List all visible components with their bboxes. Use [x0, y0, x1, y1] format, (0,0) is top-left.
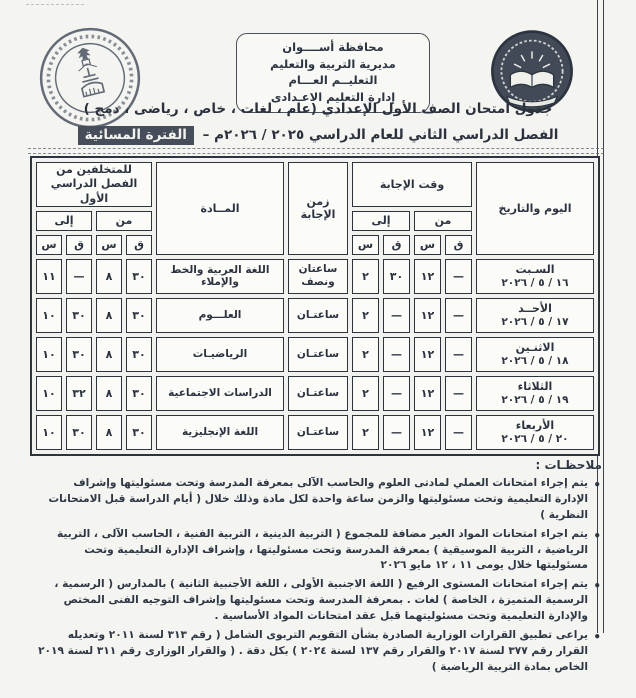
- subject-cell: العلـــوم: [156, 298, 284, 333]
- schedule-body: [36, 259, 594, 450]
- makeup-from-hours-cell: ٨: [96, 337, 122, 372]
- makeup-to-hours-cell: ١٠: [36, 415, 62, 450]
- note-item: • يراعى تطبيق القرارات الوزارية الصادرة بشأن التقويم التربوى الشامل ( رقم ٣١٣ لسنة ٢٠١١ وتعديله القرار رقم ٣٧٧ لسنة ٢٠١٧ والقرار رقم ١٣٧ لسنة ٢٠٢٤ ) بكل دقة . ( والقرار الوزارى رقم ٣١١ لسنة ٢٠١٩ الخاص بمادة التربية الرياضية ): [38, 628, 588, 676]
- to-minutes-cell: —: [383, 376, 410, 411]
- makeup-from-minutes-cell: ٣٠: [126, 298, 152, 333]
- minutes-header: ق: [445, 235, 472, 255]
- makeup-from-minutes-cell: ٣٠: [126, 337, 152, 372]
- notes-list: [38, 476, 602, 676]
- note-item: • يتم اجراء امتحانات المواد الغير مضافة للمجموع ( التربية الدينية ، التربية الفنية ، الحاسب الآلى ، التربية الرياضية ، التربية الموسيقية ) بمعرفة المدرسة وتحت مسئوليتها ، وإشراف الإدارة التعليمية وتحت مسئوليتها خلال يومى ١١ ، ١٢ مايو ٢٠٢٦: [38, 527, 588, 575]
- exam-schedule-table: [30, 156, 600, 456]
- makeup-to-hours-cell: ١٠: [36, 337, 62, 372]
- education-type: التعليــم العـــام: [288, 73, 378, 88]
- col-header-makeup: للمتخلفين من الفصل الدراسي الأول: [36, 162, 152, 207]
- subject-cell: الدراسات الاجتماعية: [156, 376, 284, 411]
- evening-period-badge: الفترة المسائية: [78, 126, 194, 145]
- day-date-cell: الأربعاء ٢٠ / ٥ / ٢٠٢٦: [476, 415, 594, 450]
- from-minutes-cell: —: [445, 415, 472, 450]
- answer-time-to: إلى: [352, 211, 410, 231]
- makeup-to-minutes-cell: ٣٠: [66, 298, 92, 333]
- table-row: [36, 415, 594, 450]
- makeup-to-hours-cell: ١٠: [36, 298, 62, 333]
- note-item: • يتم إجراء امتحانات المستوى الرفيع ( اللغة الاجنبية الأولى ، اللغة الأجنبية الثانية ) بالمدارس ( الرسمية ، الرسمية المتميزة ، الخاصة ) لغات . بمعرفة المدرسة وتحت مسئوليتها وإشراف التوجيه الفنى المختص والإدارة التعليمية وتحت مسئوليتهما قبل عقد امتحانات المواد الأساسية .: [38, 577, 588, 625]
- col-header-answer-time: وقت الإجابة: [352, 162, 472, 207]
- from-hours-cell: ١٢: [414, 298, 441, 333]
- day-date-cell: السـبت ١٦ / ٥ / ٢٠٢٦: [476, 259, 594, 294]
- hours-header: س: [352, 235, 379, 255]
- table-row: [36, 376, 594, 411]
- from-hours-cell: ١٢: [414, 376, 441, 411]
- day-date-cell: الثلاثاء ١٩ / ٥ / ٢٠٢٦: [476, 376, 594, 411]
- to-minutes-cell: —: [383, 298, 410, 333]
- makeup-from-hours-cell: ٨: [96, 298, 122, 333]
- from-minutes-cell: —: [445, 337, 472, 372]
- makeup-to-minutes-cell: ٣٠: [66, 337, 92, 372]
- minutes-header: ق: [383, 235, 410, 255]
- makeup-to: إلى: [36, 211, 92, 231]
- col-header-subject: المــادة: [156, 162, 284, 255]
- notes-section: [38, 456, 602, 679]
- makeup-from-minutes-cell: ٣٠: [126, 415, 152, 450]
- duration-cell: ساعتان ونصف: [288, 259, 348, 294]
- makeup-from-minutes-cell: ٣٠: [126, 376, 152, 411]
- governorate-name: محافظة أســــوان: [282, 40, 384, 54]
- subject-cell: اللغة العربية والخط والإملاء: [156, 259, 284, 294]
- hours-header: س: [414, 235, 441, 255]
- makeup-to-hours-cell: ١٠: [36, 376, 62, 411]
- minutes-header: ق: [126, 235, 152, 255]
- scan-artifact: [26, 4, 84, 9]
- duration-cell: ساعتـان: [288, 298, 348, 333]
- directorate-name: مديرية التربية والتعليم: [270, 56, 396, 71]
- to-minutes-cell: —: [383, 415, 410, 450]
- to-minutes-cell: —: [383, 337, 410, 372]
- to-hours-cell: ٢: [352, 298, 379, 333]
- minutes-header: ق: [66, 235, 92, 255]
- hours-header: س: [36, 235, 62, 255]
- col-header-day-date: اليوم والتاريخ: [476, 162, 594, 255]
- makeup-to-hours-cell: ١١: [36, 259, 62, 294]
- administration-name: إدارة التعليم الاعـدادى: [270, 90, 396, 105]
- from-hours-cell: ١٢: [414, 415, 441, 450]
- makeup-to-minutes-cell: ٣٢: [66, 376, 92, 411]
- day-date-cell: الاثنـين ١٨ / ٥ / ٢٠٢٦: [476, 337, 594, 372]
- semester-year-text: الفصل الدراسي الثاني للعام الدراسي ٢٠٢٥ / ٢٠٢٦م –: [202, 127, 559, 143]
- hours-header: س: [96, 235, 122, 255]
- table-row: [36, 337, 594, 372]
- to-hours-cell: ٢: [352, 259, 379, 294]
- table-row: [36, 298, 594, 333]
- subject-cell: الرياضيـات: [156, 337, 284, 372]
- dashed-separator: [28, 148, 604, 154]
- makeup-from: من: [96, 211, 152, 231]
- from-hours-cell: ١٢: [414, 259, 441, 294]
- duration-cell: ساعتـان: [288, 337, 348, 372]
- schedule-subtitle: [40, 126, 596, 145]
- to-hours-cell: ٢: [352, 415, 379, 450]
- makeup-from-hours-cell: ٨: [96, 415, 122, 450]
- notes-heading: ملاحظـات :: [535, 458, 602, 472]
- duration-cell: ساعتـان: [288, 415, 348, 450]
- subject-cell: اللغة الإنجليزية: [156, 415, 284, 450]
- makeup-from-hours-cell: ٨: [96, 259, 122, 294]
- from-minutes-cell: —: [445, 298, 472, 333]
- duration-cell: ساعتـان: [288, 376, 348, 411]
- aswan-governorate-seal-icon: [27, 15, 153, 141]
- to-minutes-cell: ٣٠: [383, 259, 410, 294]
- day-date-cell: الأحــد ١٧ / ٥ / ٢٠٢٦: [476, 298, 594, 333]
- makeup-to-minutes-cell: ٣٠: [66, 415, 92, 450]
- makeup-from-minutes-cell: ٣٠: [126, 259, 152, 294]
- makeup-to-minutes-cell: —: [66, 259, 92, 294]
- makeup-from-hours-cell: ٨: [96, 376, 122, 411]
- from-minutes-cell: —: [445, 259, 472, 294]
- to-hours-cell: ٢: [352, 376, 379, 411]
- from-hours-cell: ١٢: [414, 337, 441, 372]
- from-minutes-cell: —: [445, 376, 472, 411]
- answer-time-from: من: [414, 211, 472, 231]
- col-header-duration: زمن الإجابة: [288, 162, 348, 255]
- schedule-title: جدول امتحان الصف الأول الإعدادي (عام ، لغات ، خاص ، رياضى ، دمج ): [83, 101, 553, 117]
- table-row: [36, 259, 594, 294]
- note-item: • يتم إجراء امتحانات العملي لمادتى العلوم والحاسب الآلى بمعرفة المدرسة وتحت مسئوليتها وإشراف الإدارة التعليمية وتحت مسئوليتها والزمن ساعة واحدة لكل مادة وذلك خلال ( أيام الدراسة قبل الامتحانات النظرية ): [38, 476, 588, 524]
- to-hours-cell: ٢: [352, 337, 379, 372]
